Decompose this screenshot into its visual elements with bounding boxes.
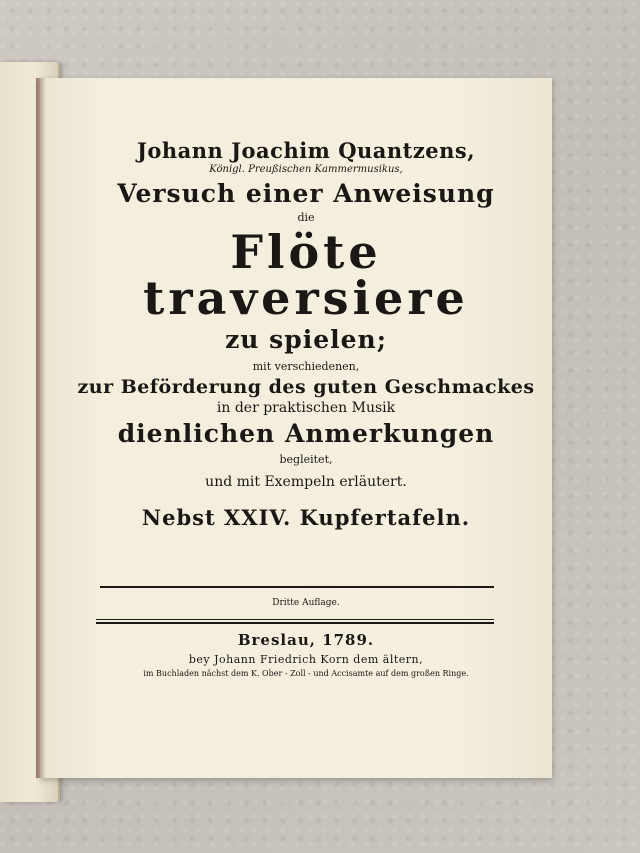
instrument-title: Flöte traversiere xyxy=(143,225,469,325)
mit-verschiedenen: mit verschiedenen, xyxy=(252,360,360,373)
author-name: Johann Joachim Quantzens, xyxy=(136,138,476,163)
imprint-block xyxy=(60,633,552,678)
in-der-musik: in der praktischen Musik xyxy=(216,400,396,416)
place-year: Breslau, 1789. xyxy=(237,631,375,649)
article-die: die xyxy=(297,211,315,224)
spine-shadow xyxy=(36,78,46,778)
address: im Buchladen nächst dem K. Ober - Zoll - und Accisamte auf dem großen Ringe. xyxy=(143,669,469,678)
ornament-rule xyxy=(96,619,494,624)
zur-beforderung: zur Beförderung des guten Geschmackes xyxy=(77,376,535,398)
author-title: Königl. Preußischen Kammermusikus, xyxy=(209,164,403,175)
kupfertafeln: Nebst XXIV. Kupfertafeln. xyxy=(141,505,471,530)
title-text-block xyxy=(60,140,552,528)
exempeln: und mit Exempeln erläutert. xyxy=(205,474,407,490)
edition-note: Dritte Auflage. xyxy=(272,598,340,608)
work-title-line: Versuch einer Anweisung xyxy=(117,179,495,208)
zu-spielen: zu spielen; xyxy=(225,325,387,354)
anmerkungen: dienlichen Anmerkungen xyxy=(117,419,495,448)
publisher: bey Johann Friedrich Korn dem ältern, xyxy=(188,653,424,666)
divider-rule xyxy=(100,586,494,588)
begleitet: begleitet, xyxy=(279,453,333,466)
